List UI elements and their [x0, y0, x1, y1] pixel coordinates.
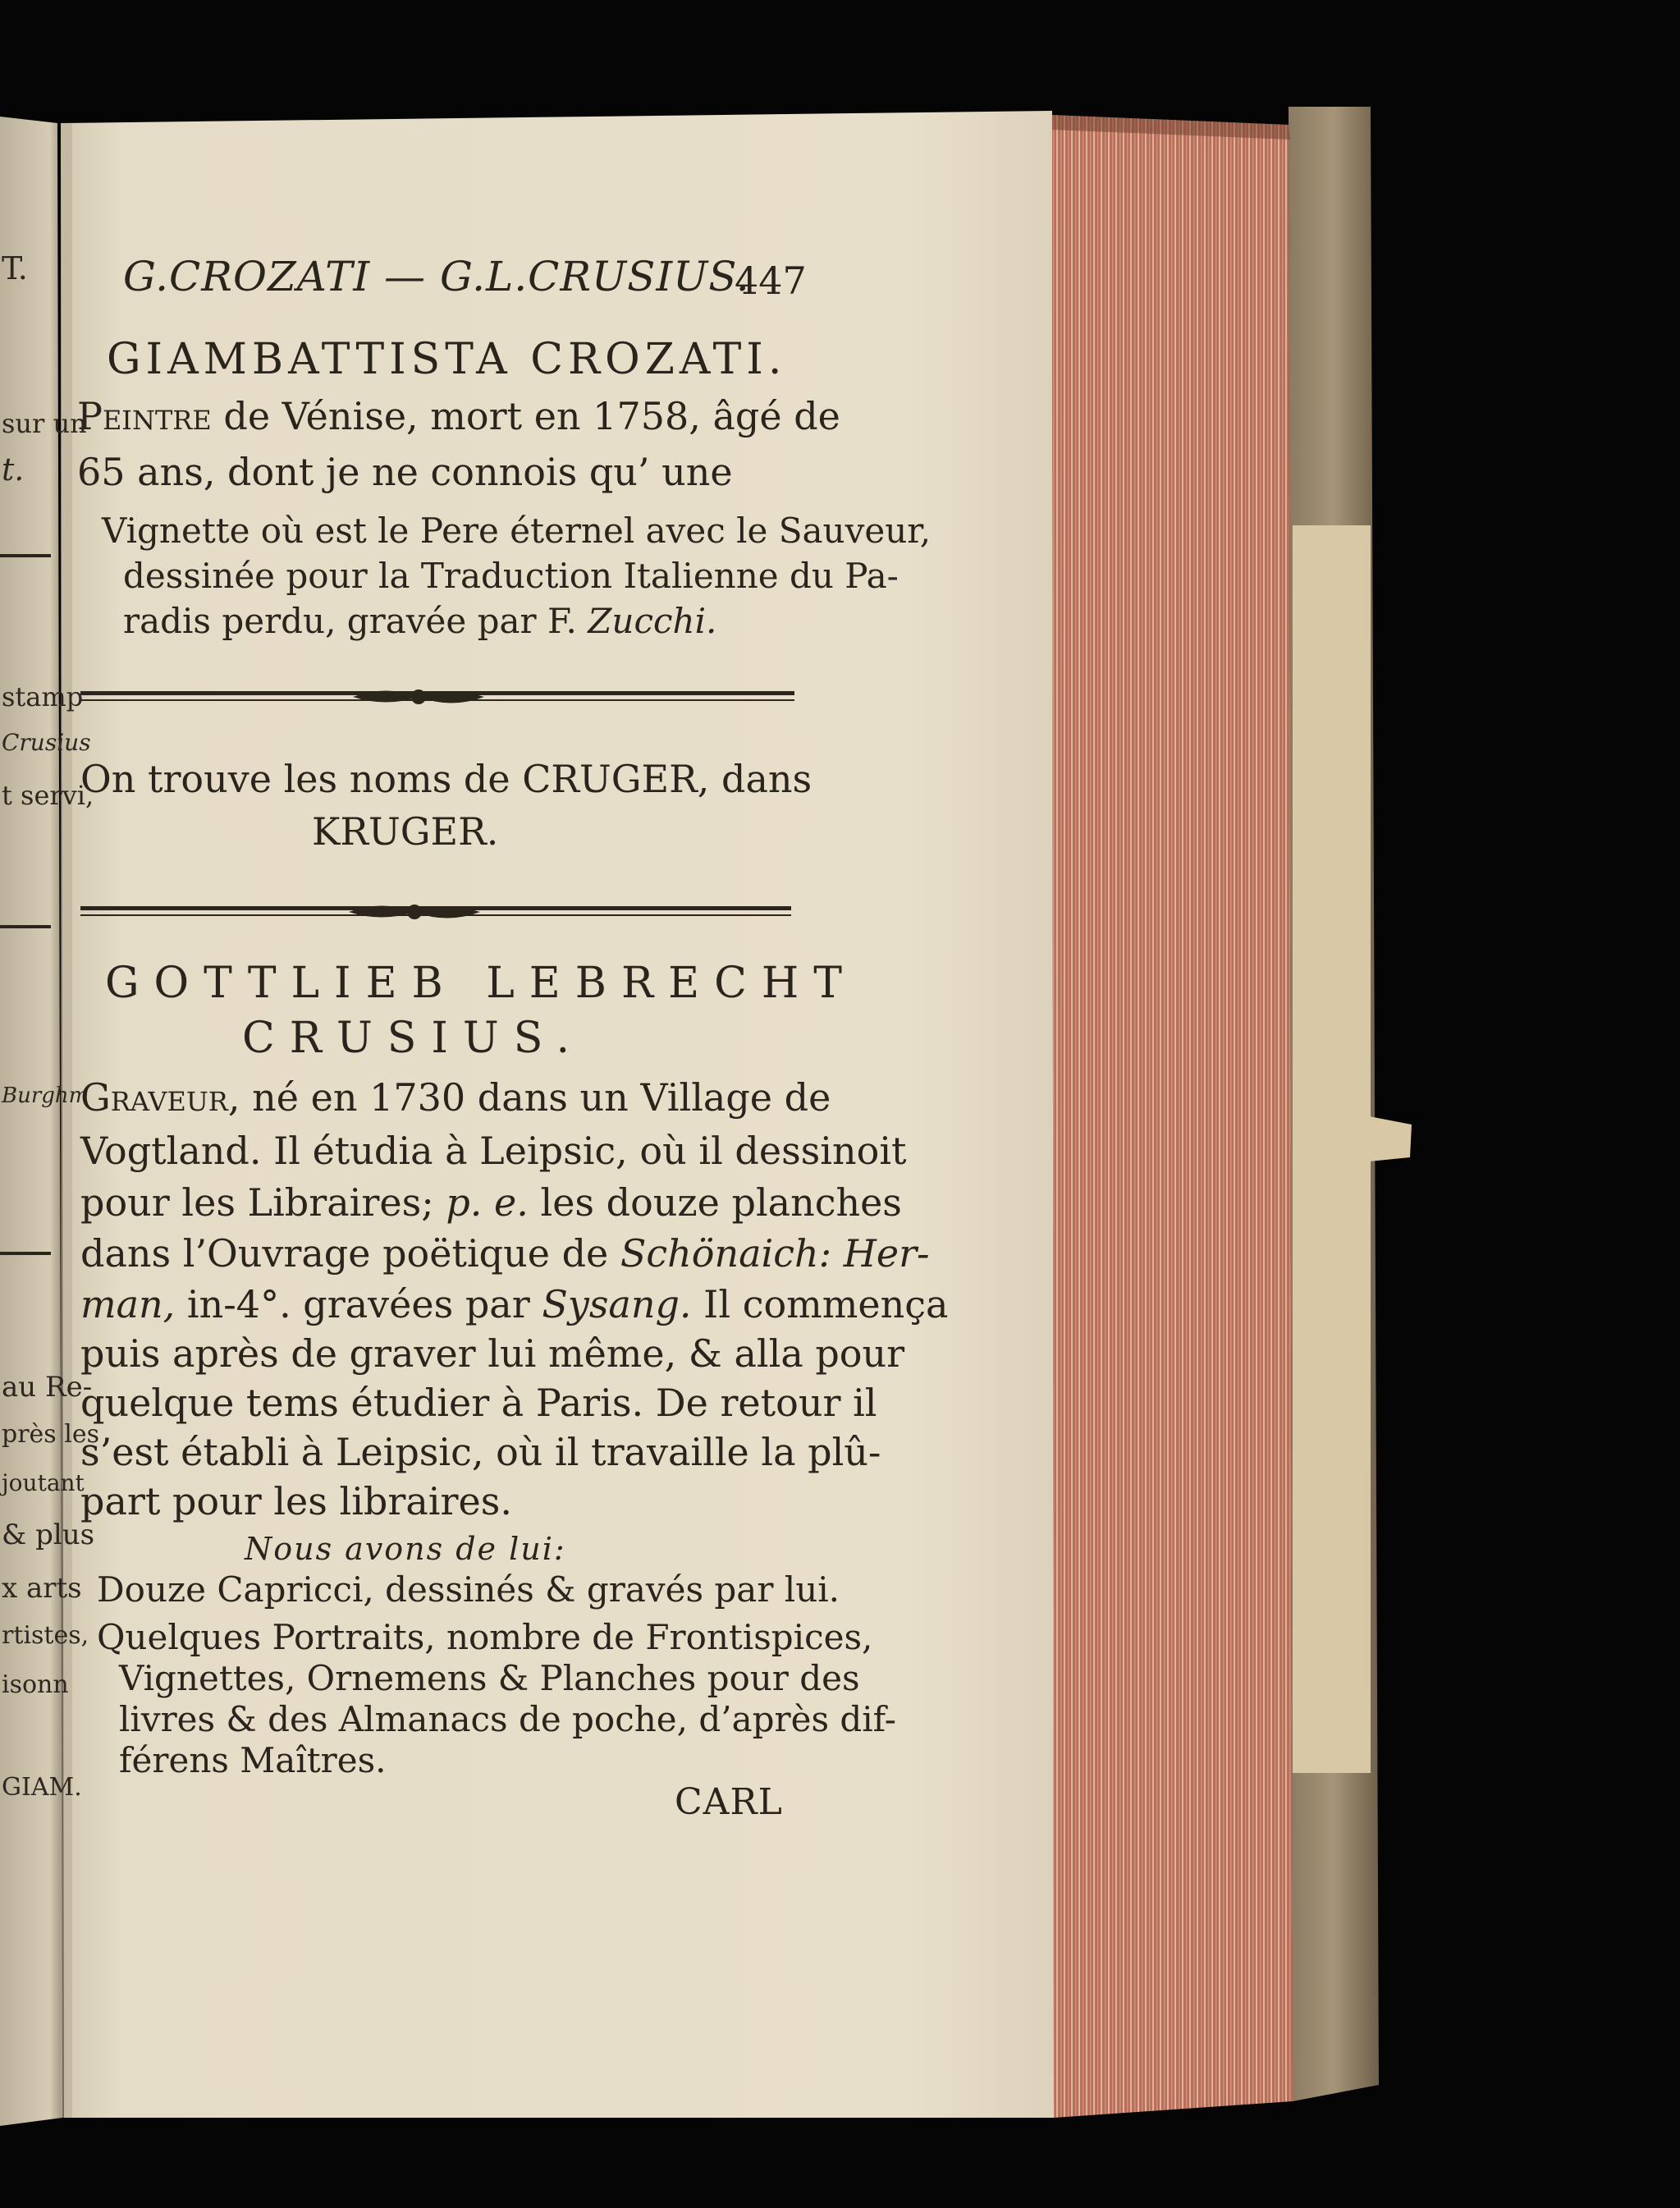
- entry-heading: GOTTLIEB LEBRECHT: [105, 959, 857, 1008]
- left-fragment: au Re-: [2, 1371, 93, 1404]
- body-line: 65 ans, dont je ne connois qu’ une: [77, 450, 733, 494]
- body-line: quelque tems étudier à Paris. De retour il: [80, 1381, 877, 1425]
- left-fragment: Burghm: [2, 1083, 89, 1108]
- body-line: dans l’Ouvrage poëtique de Schönaich: Her-: [80, 1231, 930, 1276]
- body-line: puis après de graver lui même, & alla pour: [80, 1331, 905, 1376]
- works-line: férens Maîtres.: [119, 1740, 387, 1780]
- note-line: Vignette où est le Pere éternel avec le Sauveur,: [102, 511, 932, 551]
- running-title: G.CROZATI — G.L.CRUSIUS.: [123, 253, 750, 300]
- body-line: Graveur, né en 1730 dans un Village de: [80, 1075, 831, 1120]
- works-line: Vignettes, Ornemens & Planches pour des: [119, 1658, 860, 1698]
- left-fragment: Crusius: [2, 729, 91, 756]
- catchword: CARL: [675, 1781, 783, 1823]
- left-fragment: t.: [2, 451, 25, 488]
- entry-heading: GIAMBATTISTA CROZATI.: [107, 335, 787, 384]
- cross-ref-line: On trouve les noms de CRUGER, dans: [80, 757, 813, 801]
- note-line: radis perdu, gravée par F. Zucchi.: [123, 601, 717, 641]
- works-line: Douze Capricci, dessinés & gravés par lui.: [97, 1569, 840, 1610]
- body-line: part pour les libraires.: [80, 1479, 512, 1523]
- left-fragment: près les: [2, 1420, 99, 1449]
- works-line: livres & des Almanacs de poche, d’après dif-: [119, 1699, 896, 1739]
- body-line: Vogtland. Il étudia à Leipsic, où il dessinoit: [80, 1129, 907, 1173]
- left-fragment: GIAM.: [2, 1773, 82, 1802]
- page-number: 447: [735, 259, 807, 303]
- lead-word: Peintre: [77, 394, 212, 438]
- left-fragment: t servi,: [2, 780, 94, 811]
- left-fragment: T.: [2, 250, 28, 286]
- left-fragment: rtistes,: [2, 1621, 89, 1650]
- left-fragment: joutant: [2, 1469, 85, 1496]
- note-line: dessinée pour la Traduction Italienne du Pa-: [123, 556, 899, 596]
- left-fragment: sur un: [2, 408, 87, 439]
- left-fragment: isonn: [2, 1670, 69, 1699]
- body-line: man, in-4°. gravées par Sysang. Il commença: [80, 1282, 949, 1326]
- left-fragment: x arts: [2, 1572, 82, 1605]
- body-line: s’est établi à Leipsic, où il travaille la plû-: [80, 1430, 881, 1474]
- cross-ref-line: KRUGER.: [312, 809, 499, 854]
- entry-heading: CRUSIUS.: [242, 1014, 585, 1063]
- lead-word: Graveur: [80, 1075, 228, 1120]
- body-line: Peintre de Vénise, mort en 1758, âgé de: [77, 394, 840, 438]
- body-line: pour les Libraires; p. e. les douze planches: [80, 1180, 902, 1225]
- left-fragment: & plus: [2, 1519, 95, 1551]
- works-intro: Nous avons de lui:: [245, 1531, 566, 1567]
- works-line: Quelques Portraits, nombre de Frontispices,: [97, 1617, 873, 1657]
- left-fragment: stamp: [2, 681, 84, 712]
